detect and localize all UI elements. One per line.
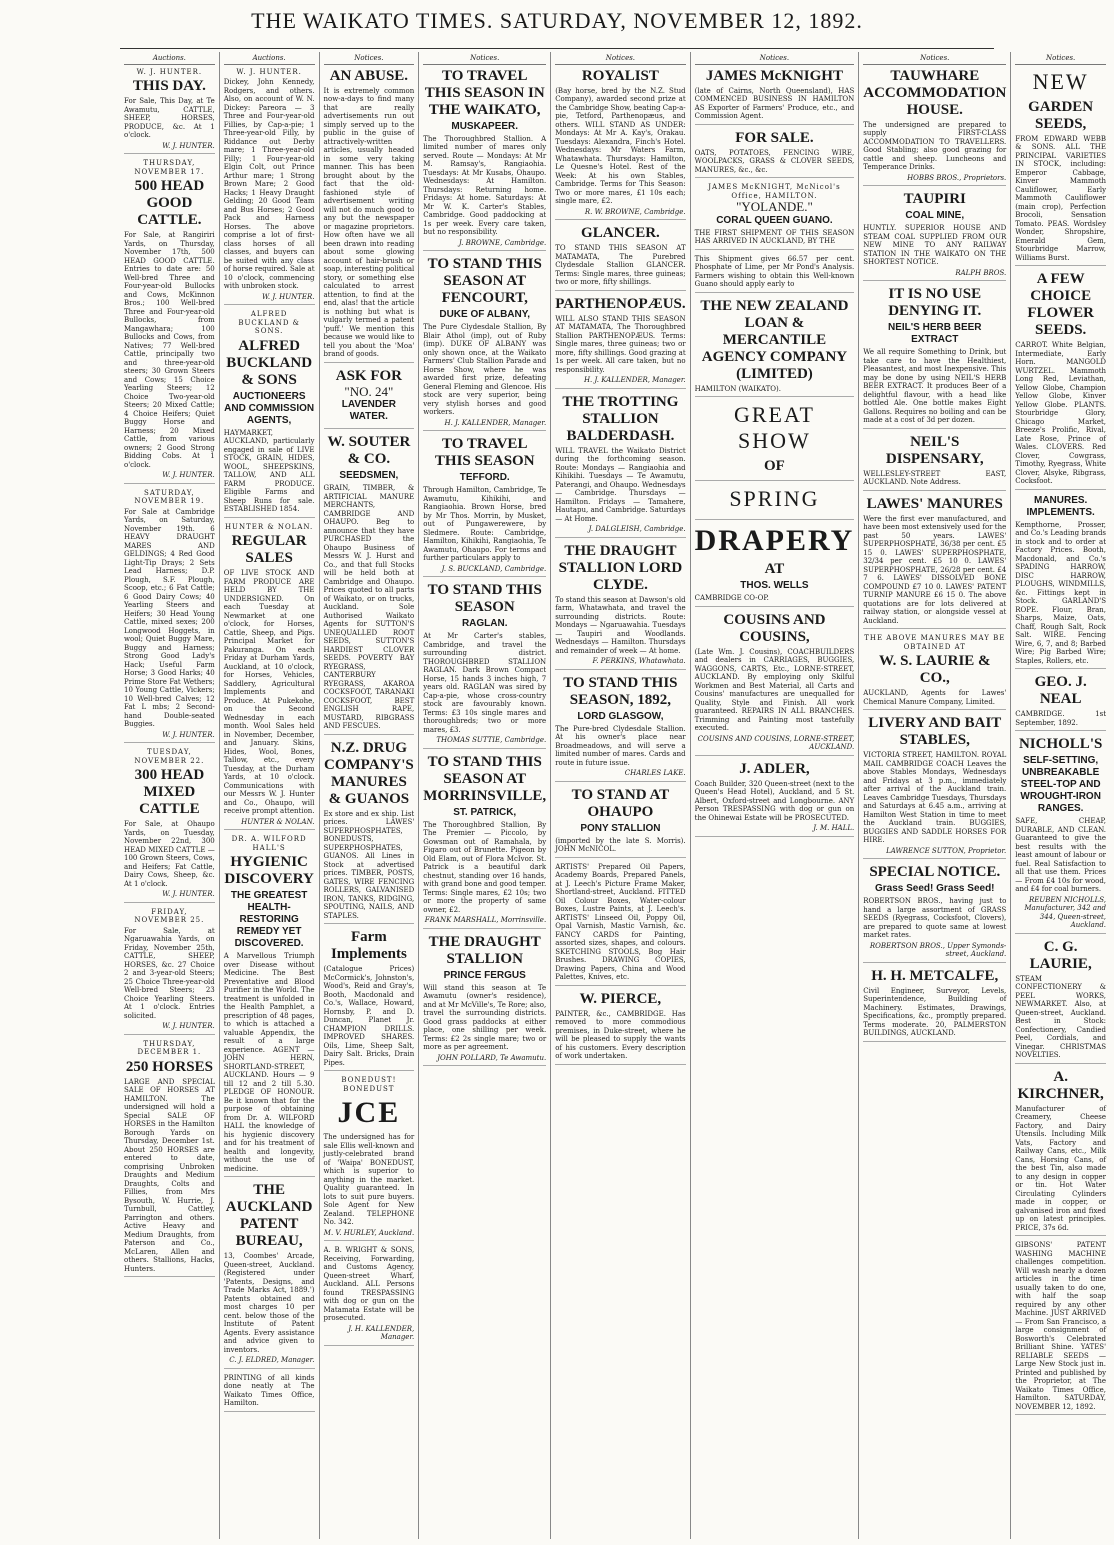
ad-signature: W. J. HUNTER. bbox=[162, 1022, 215, 1030]
ad-heading: TO STAND THIS SEASON AT MORRINSVILLE, bbox=[423, 753, 547, 804]
advertisement bbox=[695, 255, 855, 293]
ad-heading: THE DRAUGHT STALLION bbox=[428, 933, 541, 967]
ad-heading: AN ABUSE. bbox=[329, 67, 409, 84]
ad-body: TO STAND THIS SEASON AT MATAMATA, The Purebred Clydesdale Stallion GLANCER. Terms: Single mares, three guineas; two or more, fifty shillings. bbox=[555, 244, 686, 286]
ad-heading: ALFRED BUCKLAND & SONS bbox=[226, 337, 313, 388]
ad-signature: LAWRENCE SUTTON, Proprietor. bbox=[886, 846, 1007, 855]
advertisement bbox=[695, 402, 855, 481]
ad-subheading: DR. A. WILFORD HALL'S bbox=[231, 835, 307, 852]
ad-body: GRAIN, TIMBER, & ARTIFICIAL MANURE MERCHANTS, CAMBRIDGE AND OHAUPO. Beg to announce that they have PURCHASED the Ohaupo Business of Messrs W. J. Hurst and Co., and that full Stocks will be held both at Cambridge and Ohaupo. Prices quoted to all parts of Waikato, or on trucks, Auckland. Sole Authorised Waikato Agents for SUTTON'S UNEQUALLED ROOT SEEDS, SUTTON'S HARDIEST CLOVER SEEDS. POVERTY BAY RYEGRASS, CANTERBURY RYEGRASS, AKAROA COCKSFOOT, TARANAKI COCKSFOOT, BEST ENGLISH RAPE, MUSTARD, RIBGRASS AND FESCUES. bbox=[323, 484, 415, 730]
ad-heading: PARTHENOPÆUS. bbox=[555, 295, 686, 312]
ad-signature: F. PERKINS, Whatawhata. bbox=[592, 657, 686, 665]
ad-signature: M. V. HURLEY, Auckland. bbox=[323, 1228, 415, 1237]
advertisement bbox=[695, 525, 855, 607]
ad-subtitle: ST. PATRICK, bbox=[453, 806, 517, 818]
ad-display-heading: NEW bbox=[1032, 68, 1089, 94]
column-heading: Notices. bbox=[1015, 54, 1106, 65]
advertisement bbox=[423, 436, 546, 577]
ad-body: It is extremely common now-a-days to find many that are really advertisements run out simply served up to the public in the guise of attractively-written articles, usually headed in some very taking manner. This has been brought about by the fact that the old-fashioned style of advertisement writing will not do much good to any but the newspaper or magazine proprietors. How often have we all been drawn into reading about some glowing account of hair-brush or soap, interesting political story, or something else calculated to arrest attention, to find at the end, alas! that the article is nothing but what is vulgarly termed a patent 'puff.' We mention this because we would like to tell you about the 'Moa' brand of goods. bbox=[323, 86, 415, 358]
ad-heading: H. H. METCALFE, bbox=[871, 967, 999, 984]
ad-subtitle: LAVENDER WATER. bbox=[341, 399, 396, 422]
ad-body: GIBSONS' PATENT WASHING MACHINE challenges competition. Will wash nearly a dozen articles in the time usually taken to do one, with half the soap required by any other Machine. JUST ARRIVED — From San Francisco, a large consignment of Bosworth's Celebrated Brilliant Shine. YATES' RELIABLE SEEDS — Large New Stock just in. Printed and published by the Proprietor, at The Waikato Times Office, Hamilton. SATURDAY, NOVEMBER 12, 1892. bbox=[1015, 1241, 1107, 1411]
column-5 bbox=[550, 52, 689, 1539]
ad-subtitle: NEIL'S HERB BEER EXTRACT bbox=[888, 322, 982, 345]
ad-heading: N.Z. DRUG COMPANY'S MANURES & GUANOS bbox=[324, 739, 414, 807]
advertisement bbox=[1015, 69, 1106, 267]
ad-heading: THE TROTTING STALLION BALDERDASH. bbox=[562, 393, 679, 444]
ad-subheading: THURSDAY, NOVEMBER 17. bbox=[134, 159, 205, 176]
ad-body: Coach Builder, 320 Queen-street (next to the Queen's Head Hotel), Auckland, and 5 St. Albert, Oxford-street and Longbourne. ANY Person TRESPASSING with dog or gun on the Ohinewai Estate will be PROSECUTED. bbox=[694, 779, 855, 822]
ad-signature: J. BROWNE, Cambridge. bbox=[458, 238, 547, 247]
ad-signature: H. J. KALLENDER, Manager. bbox=[444, 418, 547, 427]
column-2 bbox=[219, 52, 319, 1539]
ad-signature: J. M. HALL. bbox=[813, 824, 855, 832]
column-1 bbox=[120, 52, 219, 1539]
advertisement bbox=[863, 968, 1006, 1042]
advertisement bbox=[324, 1076, 415, 1241]
ad-subtitle: PONY STALLION bbox=[580, 822, 661, 834]
ad-signature: R. W. BROWNE, Cambridge. bbox=[584, 207, 686, 216]
ad-heading: TO STAND AT OHAUPO bbox=[571, 786, 670, 820]
ad-signature: C. J. ELDRED, Manager. bbox=[229, 1356, 315, 1364]
ad-body: The Thoroughbred Stallion, By The Premier — Piccolo, by Gowsman out of Ramahala, by Figaro out of Brunette. Pigeon by Old Elam, out of Flora McIvor. St. Patrick is a beautiful dark chestnut, standing over 16 hands, with grand bone and good temper. Terms: Single mares, £2 10s; two or more the property of same owner, £2. bbox=[423, 820, 547, 914]
advertisement bbox=[224, 1374, 315, 1412]
ad-body: AUCKLAND, Agents for Lawes' Chemical Manure Company, Limited. bbox=[863, 689, 1007, 706]
ad-body: For Sale at Cambridge Yards, on Saturday, November 19th. 6 HEAVY DRAUGHT MARES AND GELDINGS; 4 Red Good Light-Tip Drays; 2 Sets Lead Harness; D.P. Plough, S.F. Plough, Scoop, etc.; 6 Fat Cattle; 6 Good Dairy Cows; 40 Yearling Steers and Heifers; 30 Head Young Cattle, mixed sexes; 200 Longwood Hoggets, in wool; Quiet Buggy Mare, Buggy and Harness; Strong Good Lady's Hack; Useful Farm Horse; 3 Good Harks; 40 Prime Store Fat Wethers; 10 Young Cattle, Vickers; 10 Well-bred Calves; 12 Fat L mbs; 2 Second-hand Double-seated Buggies. bbox=[124, 507, 215, 728]
advertisement bbox=[863, 434, 1006, 491]
ad-body: The Pure Clydesdale Stallion, By Blair Athol (imp), out of Ruby (imp). DUKE OF ALBANY was only shown once, at the Waikato Farmers' Club Stallion Parade and Horse Show, where he was awarded first prize, defeating General Fleming and Glencoe. His stock are very superior, being very stylish horses and good workers. bbox=[423, 323, 547, 416]
ad-body: For Sale, This Day, at Te Awamutu, CATTLE, SHEEP, HORSES, PRODUCE, &c. At 1 o'clock. bbox=[124, 97, 215, 139]
ad-heading: LAWES' MANURES bbox=[866, 495, 1003, 512]
ad-heading: THE DRAUGHT STALLION LORD CLYDE. bbox=[558, 542, 683, 593]
ad-subtitle: RAGLAN. bbox=[461, 618, 508, 629]
ad-body: LARGE AND SPECIAL SALE OF HORSES AT HAMILTON. The undersigned will hold a Special SALE OF HORSES in the Hamilton Borough Yards on Thursday, December 1st. About 250 HORSES are entered to date, comprising Unbroken Draughts and Medium Draughts, Colts and Fillies, from Mrs Bysouth, W. Hurrie, J. Turnbull, Cattley, Parrington and others. Active Heavy and Medium Draughts, from Paterson and Co., McLaren, Allen and others. Stallions, Hacks, Hunters. bbox=[124, 1077, 215, 1273]
ad-heading: 250 HORSES bbox=[125, 1058, 213, 1075]
advertisement bbox=[324, 434, 415, 735]
advertisement bbox=[124, 68, 215, 155]
advertisement bbox=[695, 68, 855, 125]
ad-body: WILL ALSO STAND THIS SEASON AT MATAMATA, The Thoroughbred Stallion PARTHENOPÆUS. Terms: Single mares, three guineas; two or more, fifty shillings. Good grazing at 1s per week. All care taken, but no responsibility. bbox=[555, 314, 686, 374]
advertisement bbox=[224, 835, 315, 1177]
advertisement bbox=[695, 298, 855, 398]
ad-heading: GARDEN SEEDS, bbox=[1028, 98, 1094, 132]
ad-signature: J. DALGLEISH, Cambridge. bbox=[588, 525, 686, 533]
advertisement bbox=[324, 368, 415, 430]
ad-heading: J. ADLER, bbox=[739, 760, 810, 777]
advertisement bbox=[124, 748, 215, 903]
advertisement bbox=[423, 582, 546, 749]
advertisement bbox=[863, 68, 1006, 187]
ad-body: Civil Engineer, Surveyor, Levels, Superintendence, Building of Machinery. Estimates, Drawings, Specifications, &c., promptly prepared. Terms moderate. 20, PALMERSTON BUILDINGS, AUCKLAND. bbox=[863, 986, 1007, 1037]
ad-signature: CHARLES LAKE. bbox=[624, 769, 686, 777]
advertisement bbox=[555, 394, 685, 538]
advertisement bbox=[555, 68, 685, 221]
ad-signature: COUSINS AND COUSINS, LORNE-STREET, AUCKLAND. bbox=[697, 734, 855, 751]
ad-heading: HYGIENIC DISCOVERY bbox=[224, 854, 314, 887]
ad-heading: W. S. LAURIE & CO., bbox=[878, 653, 991, 686]
ad-display-heading: SPRING bbox=[729, 486, 820, 511]
ad-body: (Bay horse, bred by the N.Z. Stud Company), awarded second prize at the Cambridge Show, beating Cap-a-pie, Tetford, Parthenopæus, and others. WILL STAND AS UNDER: Mondays: At Mr A. Kay's, Orakau. Tuesdays: Alexandra, Finch's Hotel. Wednesdays: Mr Waters Farm, Whatawhata. Thursdays: Hamilton, Le Quesne's Hotel. Rest of the Week: At his own Stables, Cambridge. Terms for This Season: Two or more mares, £1 10s each; single mare, £2. bbox=[555, 86, 686, 205]
ad-subtitle: Grass Seed! Grass Seed! bbox=[875, 883, 995, 894]
ad-body: To stand this season at Dawson's old farm, Whatawhata, and travel the surrounding districts. Route: Mondays — Ngaruawahia. Tuesdays — Taupiri and Woodlands. Wednesdays — Hamilton. Thursdays and remainder of week — At home. bbox=[555, 595, 686, 655]
ad-body: HUNTLY. SUPERIOR HOUSE AND STEAM COAL SUPPLIED FROM OUR NEW MINE TO ANY RAILWAY STATION IN THE WAIKATO ON THE SHORTEST NOTICE. bbox=[863, 224, 1007, 266]
advertisement bbox=[695, 486, 855, 520]
ad-body: (Catalogue Prices) McCormick's, Johnston's, Wood's, Reid and Gray's, Booth, Macdonald and Co.'s, Wallace, Howard, Hornsby, P. and D. Duncan, Planet Jr. CHAMPION DRILLS. IMPROVED SHARES. Oils, Lime, Sheep Salt, Dairy Salt. Bricks, Drain Pipes. bbox=[323, 965, 415, 1067]
ad-heading: ROYALIST bbox=[581, 67, 659, 84]
column-heading: Notices. bbox=[555, 54, 685, 65]
column-6 bbox=[690, 52, 859, 1539]
advertisement bbox=[1015, 495, 1106, 670]
advertisement bbox=[555, 225, 685, 291]
advertisement bbox=[695, 761, 855, 837]
ad-body: SAFE, CHEAP, DURABLE, AND CLEAN. Guaranteed to give the best results with the least amount of labour or fuel. Real Satisfaction to all that use them. Prices — From £4 10s for wood, and £4 for coal burners. bbox=[1015, 817, 1107, 893]
ad-subtitle: THOS. WELLS bbox=[740, 580, 809, 591]
ad-body: The undersigned are prepared to supply FIRST-CLASS ACCOMMODATION TO TRAVELLERS. Good Stabling; also good grazing for cattle and sheep. Luncheons and Temperance Drinks. bbox=[863, 120, 1007, 171]
advertisement bbox=[423, 754, 546, 929]
ad-signature: THOMAS SUTTIE, Cambridge. bbox=[436, 736, 547, 744]
ad-heading: LIVERY AND BAIT STABLES, bbox=[868, 715, 1002, 748]
ad-signature: J. H. KALLENDER, Manager. bbox=[348, 1324, 415, 1341]
advertisement bbox=[555, 991, 685, 1065]
advertisement bbox=[124, 159, 215, 484]
advertisement bbox=[863, 864, 1006, 963]
advertisement bbox=[695, 612, 855, 756]
ad-body: Dickey, John Kennedy, Rodgers, and others. Also, on account of W. N. Dickey: Pareora — 3 Three and Four-year-old Fillies, by Cap-a-pie; 1 Three-year-old Filly, by Riddance out Derby mare; 1 Three-year-old Filly; 1 Four-year-old Elgin Colt, out Prince Arthur mare; 1 Strong Brown Mare; 2 Good Hacks; 1 Heavy Draught Gelding; 20 Good Team and Bus Horses; 2 Good Pack and Harness Horses. The above comprise a lot of first-class horses of all classes, and buyers can be suited with any class of horse required. Sale at 10 o'clock, commencing with unbroken stock. bbox=[223, 78, 315, 290]
ad-body: STEAM CONFECTIONERY & PEEL WORKS, NEWMARKET. Also, at Queen-street, Auckland. Best in Stock: Confectionery, Candied Peel, Cordials, and Vinegar. CHRISTMAS NOVELTIES. bbox=[1015, 974, 1107, 1059]
ad-subtitle: CORAL QUEEN GUANO. bbox=[716, 214, 833, 226]
ad-body: Ex store and ex ship. List prices. LAWES' SUPERPHOSPHATES, BONEDUSTS, SUPERPHOSPHATES, GUANOS. All Lines in Stock at advertised prices. TIMBER, POSTS, GATES, WIRE FENCING ROLLERS, GALVANISED IRON, TANKS, RIDGING, SPOUTING, NAILS, AND STAPLES. bbox=[323, 809, 415, 920]
ad-body: Were the first ever manufactured, and have been most extensively used for the past 50 years. LAWES' SUPERPHOSPHATE, 36/38 per cent. £5 15 0. LAWES' SUPERPHOSPHATE, 32/34 per cent. £5 10 0. LAWES' SUPERPHOSPHATE, 26/28 per cent. £4 7 6. LAWES' DISSOLVED BONE COMPOUND £7 10 0. LAWES' PATENT TURNIP MANURE £6 15 0. The above quotations are for lots delivered at railway station, or alongside vessel at Auckland. bbox=[863, 514, 1007, 625]
ad-subheading: FRIDAY, NOVEMBER 25. bbox=[134, 907, 205, 924]
ad-heading: THE AUCKLAND PATENT BUREAU, bbox=[225, 1182, 313, 1249]
ad-heading: W. PIERCE, bbox=[579, 990, 662, 1007]
newspaper-title: THE WAIKATO TIMES. SATURDAY, NOVEMBER 12, 1892. bbox=[251, 8, 863, 33]
advertisement bbox=[555, 296, 685, 389]
ad-signature: FRANK MARSHALL, Morrinsville. bbox=[424, 916, 547, 924]
ad-signature: W. J. HUNTER. bbox=[162, 471, 215, 479]
ad-subheading: JAMES McKNIGHT, McNicol's Office, HAMILTON. bbox=[708, 183, 841, 200]
ad-heading: TO TRAVEL THIS SEASON IN THE WAIKATO, bbox=[424, 67, 545, 118]
ad-subtitle: SELF-SETTING, UNBREAKABLE STEEL-TOP AND WROUGHT-IRON RANGES. bbox=[1020, 755, 1101, 814]
advertisement bbox=[695, 183, 855, 250]
ad-subtitle: PRINCE FERGUS bbox=[443, 969, 526, 981]
ad-body: Will stand this season at Te Awamutu (owner's residence), and at Mr McVille's, Te Rore; also, travel the surrounding districts. Good grass paddocks at either place, one shilling per week. Terms: £2 2s single mare; two or more as per agreement. bbox=[423, 983, 547, 1051]
advertisement bbox=[555, 675, 685, 782]
ad-body: Manufacturer of Creamery, Cheese Factory, and Dairy Utensils. Including Milk Vats, Factory and Railway Cans, etc., Milk Cans, Horsing Cans, of the best Tin, also made to any design in copper or tin. Hot Water Circulating Cylinders made in copper, or galvanised iron and fixed up on latest principles. PRICE, 37s 6d. bbox=[1015, 1104, 1107, 1232]
ad-body: Kempthorne, Prosser, and Co.'s Leading brands in stock and to order at Factory Prices. Booth, Macdonald, and Co.'s SPADING HARROW, DISC HARROW, PLOUGHS, WINDMILLS, &c. Fittings kept in Stock. GARLAND'S ROPE. Flour, Bran, Sharps, Maize, Oats, Chaff, Rough Salt, Rock Salt. WIRE. Fencing Wire, 6, 7, and 8; Barbed Wire; Pig Barbed Wire; Staples, Rollers, etc. bbox=[1015, 520, 1107, 665]
ad-heading: TO STAND THIS SEASON bbox=[427, 582, 542, 615]
ad-subheading: W. J. HUNTER. bbox=[236, 67, 302, 76]
ad-subheading: TUESDAY, NOVEMBER 22. bbox=[134, 748, 205, 765]
ad-subheading: BONEDUST! BONEDUST bbox=[341, 1076, 397, 1093]
ad-heading: GLANCER. bbox=[581, 225, 660, 241]
ad-heading: TO STAND THIS SEASON AT FENCOURT, bbox=[427, 256, 542, 306]
ad-body: This Shipment gives 66.57 per cent. Phosphate of Lime, per Mr Pond's Analysis. Farmers wishing to obtain this Well-known Guano should apply early to bbox=[694, 254, 855, 288]
advertisement bbox=[124, 1040, 215, 1278]
ad-subtitle: DUKE OF ALBANY, bbox=[439, 309, 531, 320]
advertisement bbox=[1015, 1069, 1106, 1237]
ad-body: OF LIVE STOCK AND FARM PRODUCE ARE HELD BY THE UNDERSIGNED. On each Tuesday at Newmarket at one o'clock, for Horses, Cattle, Sheep, and Pigs. Principal Market for Pakuranga. On each Friday at Durham Yards, Auckland, at 10 o'clock, for Horses, Vehicles, Saddlery, Agricultural Implements and Produce. At Pukekohe, on the Second Wednesday in each month. Wool Sales held in November, December, and January. Skins, Hides, Wool, Bones, Tallow, etc., every Tuesday, at the Durham Yards, at 10 o'clock. Communications with our Messrs W. J. Hunter and Co., Ohaupo, will receive prompt attention. bbox=[223, 569, 315, 815]
ad-body: For Sale, at Rangiriri Yards, on Thursday, November 17th, 500 HEAD GOOD CATTLE. Entries to date are: 50 Well-bred Three and Four-year-old Bullocks and Cows, McKinnon Bros.; 100 Well-bred Three and Four-year-old Bullocks, from Mangawhara; 100 Bullocks and Cows, from Natives; 77 Well-bred Cattle, principally two and three-year-old steers; 30 Grown Steers and Cows; 15 Choice Yearling Steers; 12 Choice Two-year-old Steers; 20 Mixed Cattle; 4 Choice Heifers; Quiet Buggy Horse and Harness; 20 Mixed Cattle, from various owners; 2 Good Strong Bidding Cobs. At 1 o'clock. bbox=[124, 231, 215, 469]
ad-body: (imported by the late S. Morris). JOHN McNICOL. bbox=[555, 836, 686, 853]
ad-body: PAINTER, &c., CAMBRIDGE. Has removed to more commodious premises, in Duke-street, where he will be pleased to supply the wants of his customers. Every description of work undertaken. bbox=[555, 1009, 686, 1060]
advertisement bbox=[695, 130, 855, 179]
ad-body: CARROT. White Belgian, Intermediate, Early Horn. MANGOLD WURTZEL. Mammoth Long Red, Leviathan, Yellow Globe, Champion Yellow Globe, Kinver Yellow Globe. PLANTS. Stourbridge Glory, Chicago Market, Breeze's Prolific, Rival, Late Rose, Prince of Wales. CLOVERS. Red Clover, Cowgrass, Timothy, Ryegrass, White Clover, Alsyke, Ribgrass, Cocksfoot. bbox=[1015, 341, 1107, 485]
ad-heading: ASK FOR bbox=[335, 367, 402, 384]
ad-body: Through Hamilton, Cambridge, Te Awamutu, Kihikihi, and Rangiaohia. Brown Horse, bred by Mr Thos. Morrin, by Musket, out of Pungawerewere, by Sledmere. Route: Cambridge, Hamilton, Kihikihi, Rangiaohia, Te Awamutu, Ohaupo. For terms and further particulars apply to bbox=[423, 486, 547, 562]
ad-heading: Farm Implements bbox=[330, 929, 407, 962]
ad-body: PRINTING of all kinds done neatly at The Waikato Times Office, Hamilton. bbox=[223, 1373, 315, 1407]
advertisement bbox=[863, 286, 1006, 429]
ad-heading: JAMES McKNIGHT bbox=[705, 67, 843, 84]
advertisement bbox=[224, 1182, 315, 1369]
ad-body: The Pure-bred Clydesdale Stallion. At his owner's place near Broadmeadows, and will serve a limited number of mares. Cards and route in future issue. bbox=[555, 724, 686, 767]
ad-body: We all require Something to Drink, but take care to have the Healthiest, Pleasantest, and most Inexpensive. This may be done by using NEIL'S HERB BEER EXTRACT. It produces Beer of a delightful flavour, with a head like bottled Ale. One bottle makes Eight Gallons. Requires no boiling and can be made at a cost of 3d per dozen. bbox=[863, 348, 1007, 424]
ad-heading: SPECIAL NOTICE. bbox=[869, 864, 1001, 880]
ad-heading: IT IS NO USE DENYING IT. bbox=[888, 286, 982, 319]
advertisement bbox=[555, 543, 685, 670]
ad-signature: HOBBS BROS., Proprietors. bbox=[907, 173, 1007, 182]
ad-subheading: W. J. HUNTER. bbox=[136, 67, 203, 76]
advertisement bbox=[555, 787, 685, 858]
ad-heading: GEO. J. NEAL bbox=[1034, 674, 1087, 707]
column-heading: Notices. bbox=[695, 54, 855, 65]
ad-signature: REUBEN NICHOLLS, Manufacturer, 342 and 344, Queen-street, Auckland. bbox=[1024, 895, 1107, 929]
ad-subtitle: LORD GLASGOW, bbox=[577, 710, 664, 722]
ad-heading: NEIL'S DISPENSARY, bbox=[885, 433, 984, 467]
advertisement bbox=[1015, 271, 1106, 490]
ad-display-heading: JCE bbox=[337, 1096, 401, 1129]
advertisement bbox=[863, 634, 1006, 710]
column-3 bbox=[319, 52, 419, 1539]
ad-body: 13, Coombes' Arcade, Queen-street, Auckland. (Registered under 'Patents, Designs, and Trade Marks Act, 1889.') Patents obtained and most charges 10 per cent. below those of the Institute of Patent Agents. Every assistance and advice given to inventors. bbox=[223, 1252, 315, 1354]
ad-heading: OF bbox=[764, 458, 785, 474]
ad-signature: RALPH BROS. bbox=[955, 268, 1007, 277]
ad-heading: COUSINS AND COUSINS, bbox=[723, 611, 826, 645]
ad-heading: REGULAR SALES bbox=[231, 533, 307, 566]
advertisement bbox=[1015, 1241, 1106, 1415]
column-heading: Auctions. bbox=[124, 54, 215, 65]
ad-body: WILL TRAVEL the Waikato District during the forthcoming season. Route: Mondays — Rangiaohia and Kihikihi. Tuesdays — Te Awamutu, Paterangi, and Ohaupo. Wednesdays — Cambridge. Thursdays — Hamilton. Fridays — Tamahere, Hautapu, and Cambridge. Saturdays — At Home. bbox=[555, 446, 686, 523]
ad-subheading: THURSDAY, DECEMBER 1. bbox=[137, 1039, 202, 1056]
ad-signature: W. J. HUNTER. bbox=[162, 730, 215, 739]
advertisement bbox=[324, 1246, 415, 1346]
masthead-rule bbox=[120, 48, 994, 49]
advertisement bbox=[324, 740, 415, 925]
ad-signature: W. J. HUNTER. bbox=[162, 141, 215, 150]
advertisement bbox=[863, 496, 1006, 630]
newspaper-columns bbox=[120, 52, 1110, 1539]
ad-signature: W. J. HUNTER. bbox=[261, 292, 315, 301]
column-heading: Notices. bbox=[863, 54, 1006, 65]
ad-subtitle: COAL MINE, bbox=[905, 210, 965, 221]
ad-body: A Marvellous Triumph over Disease without Medicine. The Best Preventative and Blood Purifier in the World. The treatment is unfolded in the Health Pamphlet, a prescription of 48 pages, to which is attached a valuable Appendix, the result of a large experience. AGENT — JOHN HERN, SHORTLAND-STREET, AUCKLAND. Hours — 9 till 12 and 2 till 5.30. PLEDGE OF HONOUR. Be it known that for the purpose of obtaining from Dr. A. WILFORD HALL the knowledge of his hygienic discovery and for his treatment of health and longevity, without the use of medicine. bbox=[223, 952, 315, 1173]
ad-heading: 500 HEAD GOOD CATTLE. bbox=[134, 178, 205, 228]
ad-subtitle: SEEDSMEN, bbox=[339, 470, 399, 481]
advertisement bbox=[423, 68, 546, 252]
ad-body: THE FIRST SHIPMENT OF THIS SEASON HAS ARRIVED IN AUCKLAND, BY THE bbox=[694, 228, 855, 245]
column-heading: Notices. bbox=[423, 54, 546, 65]
ad-body: CAMBRIDGE CO-OP. bbox=[694, 594, 769, 602]
ad-heading: NICHOLL'S bbox=[1018, 736, 1103, 752]
ad-display-heading: GREAT SHOW bbox=[734, 402, 815, 453]
advertisement bbox=[124, 908, 215, 1035]
column-heading: Auctions. bbox=[224, 54, 315, 65]
ad-subtitle: MUSKAPEER. bbox=[451, 120, 519, 132]
advertisement bbox=[324, 68, 415, 363]
ad-signature: HUNTER & NOLAN. bbox=[241, 817, 315, 826]
advertisement bbox=[423, 256, 546, 431]
ad-signature: JOHN POLLARD, Te Awamutu. bbox=[437, 1053, 547, 1062]
masthead bbox=[0, 8, 1114, 52]
ad-subtitle: AUCTIONEERS AND COMMISSION AGENTS, bbox=[224, 390, 315, 426]
ad-heading: TAUPIRI bbox=[903, 191, 966, 207]
advertisement bbox=[863, 191, 1006, 281]
ad-heading: A. KIRCHNER, bbox=[1017, 1068, 1104, 1102]
ad-body: VICTORIA STREET, HAMILTON. ROYAL MAIL CAMBRIDGE COACH Leaves the above Stables Mondays, Wednesdays and Fridays at 3 p.m., immediately after arrival of the Auckland train. Leaves Cambridge Tuesdays, Thursdays and Saturdays at 6.45 a.m., arriving at Hamilton West Station in time to meet the Auckland train. BUGGIES, BUGGIES AND SADDLE HORSES FOR HIRE. bbox=[863, 751, 1007, 844]
ad-heading: TO TRAVEL THIS SEASON bbox=[434, 436, 535, 469]
ad-heading: A FEW CHOICE FLOWER SEEDS. bbox=[1027, 271, 1094, 338]
ad-quote: "YOLANDE." bbox=[736, 199, 813, 214]
ad-heading: TAUWHARE ACCOMMODATION HOUSE. bbox=[863, 67, 1007, 118]
ad-subheading: HUNTER & NOLAN. bbox=[224, 522, 314, 531]
ad-heading: TO STAND THIS SEASON, 1892, bbox=[563, 674, 678, 708]
ad-body: ROBERTSON BROS., having just to hand a large assortment of GRASS SEEDS (Ryegrass, Cocksfoot, Clovers), are prepared to quote same at lowest market rates. bbox=[863, 897, 1007, 939]
ad-heading: AT bbox=[764, 561, 785, 577]
column-8 bbox=[1010, 52, 1110, 1539]
ad-subheading: SATURDAY, NOVEMBER 19. bbox=[134, 488, 205, 505]
advertisement bbox=[863, 715, 1006, 859]
ad-signature: ROBERTSON BROS., Upper Symonds-street, Auckland. bbox=[869, 941, 1007, 958]
column-7 bbox=[858, 52, 1010, 1539]
ad-heading: C. G. LAURIE, bbox=[1029, 938, 1092, 972]
ad-body: CAMBRIDGE. 1st September, 1892. bbox=[1015, 710, 1107, 727]
ad-signature: J. S. BUCKLAND, Cambridge. bbox=[441, 564, 547, 573]
ad-body: FROM EDWARD WEBB & SONS. ALL THE PRINCIPAL VARIETIES IN STOCK, including: Emperor Cabbage, Kinver Mammoth Cauliflower, Early Mammoth Cauliflower (main crop), Perfection Brocoli, Sensation Tomato. PEAS. Wordsley Wonder, Shropshire, Emerald Gem, Stourbridge Marrow, Williams Burst. bbox=[1015, 134, 1107, 262]
column-heading: Notices. bbox=[324, 54, 415, 65]
ad-body: ARTISTS' Prepared Oil Papers, Academy Boards, Prepared Panels, at J. Leech's Picture Frame Maker, Shortland-street, Auckland. FITTED Oil Colour Boxes, Water-colour Boxes, Lustre Paints, at J. Leech's. ARTISTS' Linseed Oil, Poppy Oil, Opal Varnish, Mastic Varnish, &c. FANCY CARDS for Painting, assorted sizes, shapes, and colours. SKETCHING STOOLS, Bog Hair Brushes. DRAWING COPIES, Drawing Papers, China and Wood Palettes, Knives, etc. bbox=[555, 862, 686, 981]
advertisement bbox=[423, 934, 546, 1067]
ad-display-heading: DRAPERY bbox=[694, 524, 855, 557]
ad-body: For Sale, at Ngaruawahia Yards, on Friday, November 25th, CATTLE, SHEEP, HORSES, &c. 27 Choice 2 and 3-year-old Steers; 25 Choice Three-year-old Well-bred Steers; 23 Choice Yearling Steers. At 1 o'clock. Entries solicited. bbox=[124, 926, 215, 1020]
ad-body: The Thoroughbred Stallion. A limited number of mares only served. Route — Mondays: At Mr M. Ramsay's, Rangiaohia. Tuesdays: At Mr Kusabs, Ohaupo. Wednesdays: At Hamilton. Thursdays: Returning home. Fridays: At home. Saturdays: At Mr W. K. Carter's Stables, Cambridge. Good paddocking at 1s per week. Every care taken, but no responsibility. bbox=[423, 134, 547, 236]
ad-body: At Mr Carter's stables, Cambridge, and travel the surrounding district. THOROUGHBRED STALLION RAGLAN. Dark Brown Compact Horse, 15 hands 3 inches high, 7 years old. RAGLAN was sired by Cap-a-pie, whose cross-country stock are favourably known. Terms: £3 10s single mares and thoroughbreds; two or more mares, £3. bbox=[423, 632, 547, 734]
advertisement bbox=[224, 68, 315, 306]
advertisement bbox=[1015, 736, 1106, 934]
ad-signature: H. J. KALLENDER, Manager. bbox=[583, 376, 686, 384]
ad-subtitle: TEFFORD. bbox=[459, 472, 510, 483]
ad-body: The undersigned has for sale Ellis well-known and justly-celebrated brand of 'Waipa' BONEDUST, which is superior to anything in the market. Quality guaranteed. In lots to suit pure buyers. Sole Agent for New Zealand. TELEPHONE No. 342. bbox=[323, 1133, 415, 1226]
advertisement bbox=[1015, 939, 1106, 1064]
ad-body: (late of Cairns, North Queensland), HAS COMMENCED BUSINESS IN HAMILTON AS Exporter of Farmers' Produce, etc., and Commission Agent. bbox=[694, 86, 855, 120]
ad-heading: 300 HEAD MIXED CATTLE bbox=[134, 767, 205, 817]
ad-subtitle: MANURES. IMPLEMENTS. bbox=[1026, 494, 1095, 518]
advertisement bbox=[224, 523, 315, 831]
ad-body: HAMILTON (WAIKATO). bbox=[694, 384, 781, 393]
ad-subheading: THE ABOVE MANURES MAY BE OBTAINED AT bbox=[864, 634, 1006, 651]
ad-body: OATS, POTATOES, FENCING WIRE, WOOLPACKS, GRASS & CLOVER SEEDS, MANURES, &c., &c. bbox=[694, 148, 855, 174]
ad-subheading: ALFRED BUCKLAND & SONS. bbox=[238, 310, 300, 335]
advertisement bbox=[324, 929, 415, 1071]
ad-subtitle: THE GREATEST HEALTH-RESTORING REMEDY YET DISCOVERED. bbox=[230, 890, 308, 949]
ad-body: A. B. WRIGHT & SONS, Receiving, Forwarding, and Customs Agency, Queen-street Wharf, Auckland. ALL Persons found TRESPASSING with dog or gun on the Matamata Estate will be prosecuted. bbox=[323, 1246, 415, 1322]
advertisement bbox=[124, 489, 215, 744]
ad-quote: "NO. 24" bbox=[344, 383, 394, 399]
ad-heading: FOR SALE. bbox=[735, 129, 814, 146]
ad-heading: THIS DAY. bbox=[132, 78, 206, 94]
ad-body: For Sale, at Ohaupo Yards, on Tuesday, November 22nd, 300 HEAD MIXED CATTLE — 100 Grown Steers, Cows, and Heifers; Fat Cattle, Dairy Cows, Sheep, &c. At 1 o'clock. bbox=[124, 820, 215, 888]
advertisement bbox=[224, 310, 315, 518]
ad-heading: W. SOUTER & CO. bbox=[327, 434, 411, 467]
column-4 bbox=[418, 52, 550, 1539]
ad-heading: THE NEW ZEALAND LOAN & MERCANTILE AGENCY COMPANY (LIMITED) bbox=[700, 297, 849, 382]
ad-body: (Late Wm. J. Cousins), COACHBUILDERS and dealers in CARRIAGES, BUGGIES, WAGGONS, CARTS, Etc., LORNE-STREET, AUCKLAND. By employing only Skilful Workmen and Best Material, all Carts and Cousins' manufactures are unequalled for Quality, Style and Finish. All work guaranteed. REPAIRS IN ALL BRANCHES. Trimming and Painting most tastefully executed. bbox=[694, 647, 855, 732]
ad-signature: W. J. HUNTER. bbox=[162, 890, 215, 898]
advertisement bbox=[555, 863, 685, 986]
advertisement bbox=[1015, 674, 1106, 731]
ad-body: WELLESLEY-STREET EAST, AUCKLAND. Note Address. bbox=[863, 469, 1007, 486]
ad-body: HAYMARKET, AUCKLAND, particularly engaged in sale of LIVE STOCK, GRAIN, HIDES, WOOL, SHEEPSKINS, TALLOW, AND ALL FARM PRODUCE. Eligible Farms and Sheep Runs for sale. ESTABLISHED 1854. bbox=[223, 428, 315, 513]
